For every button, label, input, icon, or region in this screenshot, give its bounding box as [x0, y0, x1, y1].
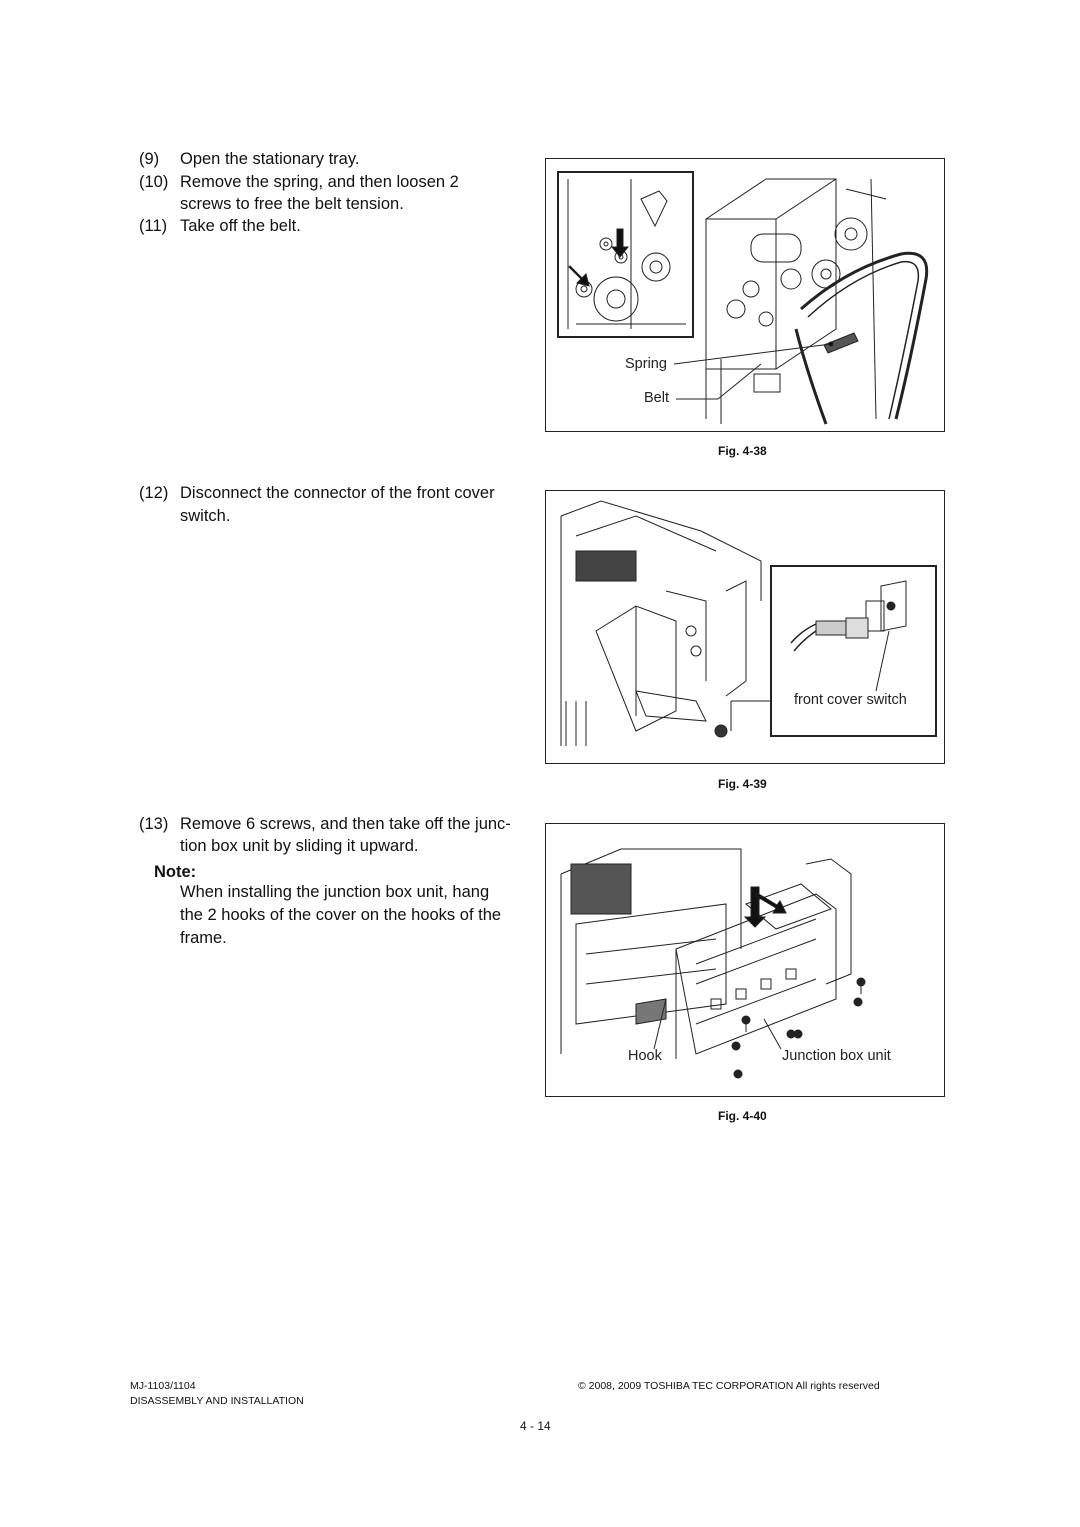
step-text: Remove the spring, and then loosen 2 — [180, 173, 459, 191]
step-text: Disconnect the connector of the front cover — [180, 484, 495, 502]
step-text: Take off the belt. — [180, 217, 301, 235]
figure-4-38 — [545, 158, 945, 432]
step-text: tion box unit by sliding it upward. — [180, 837, 419, 855]
front-cover-switch-illustration — [546, 491, 944, 763]
footer-model: MJ-1103/1104 — [130, 1380, 196, 1392]
figure-caption: Fig. 4-38 — [718, 444, 767, 458]
step-number: (11) — [139, 217, 168, 235]
hook-label: Hook — [628, 1048, 662, 1064]
belt-label: Belt — [644, 390, 669, 406]
footer-section: DISASSEMBLY AND INSTALLATION — [130, 1395, 304, 1407]
step-number: (9) — [139, 150, 160, 168]
step-number: (13) — [139, 815, 169, 833]
note-label: Note: — [154, 863, 197, 881]
figure-4-39 — [545, 490, 945, 764]
step-number: (12) — [139, 484, 169, 502]
step-text: Remove 6 screws, and then take off the junc- — [180, 815, 511, 833]
step-text: Open the stationary tray. — [180, 150, 360, 168]
note-text-line: When installing the junction box unit, hang — [180, 883, 490, 901]
belt-mechanism-illustration — [546, 159, 944, 431]
note-text-line: the 2 hooks of the cover on the hooks of the — [180, 906, 502, 924]
footer-copyright: © 2008, 2009 TOSHIBA TEC CORPORATION All rights reserved — [578, 1380, 880, 1392]
spring-label: Spring — [625, 356, 667, 372]
note-text-line: frame. — [180, 929, 227, 947]
step-text: switch. — [180, 507, 231, 525]
step-number: (10) — [139, 173, 169, 191]
front-cover-switch-label: front cover switch — [794, 692, 907, 708]
junction-box-unit-label: Junction box unit — [782, 1048, 891, 1064]
figure-caption: Fig. 4-40 — [718, 1109, 767, 1123]
figure-caption: Fig. 4-39 — [718, 777, 767, 791]
step-text: screws to free the belt tension. — [180, 195, 404, 213]
figure-4-40 — [545, 823, 945, 1097]
page-number: 4 - 14 — [520, 1419, 551, 1433]
